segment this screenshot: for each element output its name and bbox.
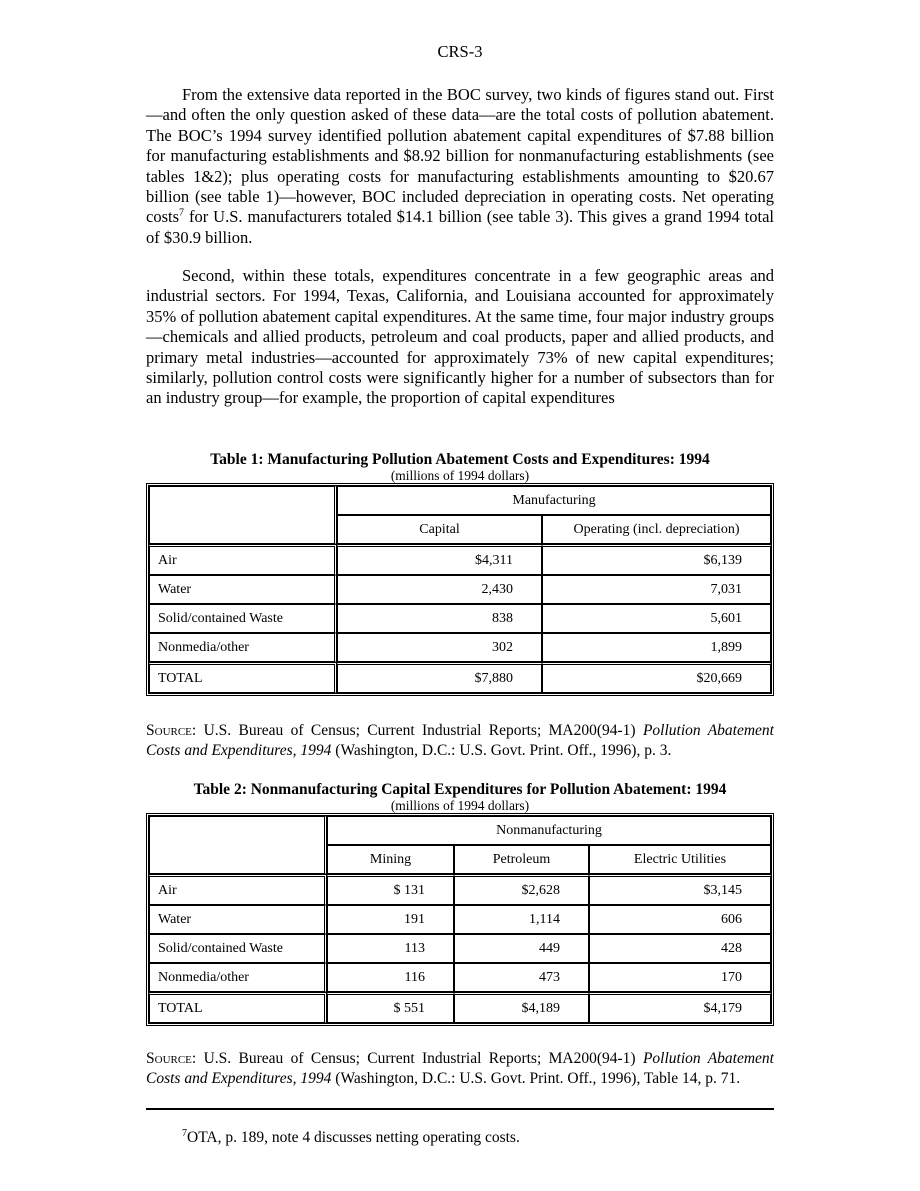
row-label: Solid/contained Waste xyxy=(149,604,337,633)
source-prefix: Source xyxy=(146,1050,192,1067)
table2-subtitle: (millions of 1994 dollars) xyxy=(390,798,530,813)
petroleum-cell: $2,628 xyxy=(454,874,589,905)
table-row xyxy=(149,905,771,934)
source-title-italic: Pollution Abatement Costs and Expenditures, 1994 xyxy=(146,1050,774,1087)
table1 xyxy=(146,483,774,696)
table2-col-electric: Electric Utilities xyxy=(589,845,771,874)
footnote-divider xyxy=(146,1108,774,1110)
table2 xyxy=(146,813,774,1026)
table-row xyxy=(149,604,771,633)
operating-cell: $6,139 xyxy=(542,544,771,575)
paragraph1-text-a: From the extensive data reported in the BOC survey, two kinds of figures stand out. First—and often the only question asked of these data—are the total costs of pollution abatement. The BOC’s 1994 survey identified pollution abatement capital expenditures of $7.88 billion for manufacturing establishments and $8.92 billion for nonmanufacturing establishments (see tables 1&2); plus operating costs for manufacturing establishments amounting to $20.67 billion (see table 1)—however, BOC included depreciation in operating costs. Net operating costs xyxy=(146,85,774,227)
table1-group-row xyxy=(149,486,771,515)
table2-col-mining: Mining xyxy=(327,845,454,874)
row-label: Air xyxy=(149,874,327,905)
electric-cell: 606 xyxy=(589,905,771,934)
table1-empty-corner xyxy=(149,486,337,544)
paragraph1-text-b: for U.S. manufacturers totaled $14.1 billion (see table 3). This gives a grand 1994 total of $30.9 billion. xyxy=(146,207,774,247)
source-title-italic: Pollution Abatement Costs and Expenditures, 1994 xyxy=(146,722,774,759)
table2-group-header: Nonmanufacturing xyxy=(327,816,771,845)
table2-col-petroleum: Petroleum xyxy=(454,845,589,874)
total-capital-cell: $7,880 xyxy=(337,662,542,693)
table2-group-row xyxy=(149,816,771,845)
capital-cell: 2,430 xyxy=(337,575,542,604)
footnote-number: 7 xyxy=(182,1128,187,1139)
table1-group-header: Manufacturing xyxy=(337,486,771,515)
table2-title: Table 2: Nonmanufacturing Capital Expenditures for Pollution Abatement: 1994 xyxy=(193,781,727,798)
total-label: TOTAL xyxy=(149,662,337,693)
table1-title: Table 1: Manufacturing Pollution Abatement Costs and Expenditures: 1994 xyxy=(210,451,710,468)
operating-cell: 5,601 xyxy=(542,604,771,633)
table2-empty-corner xyxy=(149,816,327,874)
table1-col-operating: Operating (incl. depreciation) xyxy=(542,515,771,544)
footnote xyxy=(182,1128,520,1147)
paragraph-concentration: Second, within these totals, expenditures concentrate in a few geographic areas and industrial sectors. For 1994, Texas, California, and Louisiana accounted for approximately 35% of pollution abatement capital expenditures. At the same time, four major industry groups—chemicals and allied products, petroleum and coal products, paper and allied products, and primary metal industries—accounted for approximately 73% of new capital expenditures; similarly, pollution control costs were significantly higher for a number of subsectors than for an industry group—for example, the proportion of capital expenditures xyxy=(146,266,774,408)
petroleum-cell: 1,114 xyxy=(454,905,589,934)
table-row xyxy=(149,633,771,662)
mining-cell: 113 xyxy=(327,934,454,963)
source-text-end: (Washington, D.C.: U.S. Govt. Print. Off., 1996), p. 3. xyxy=(331,742,672,759)
total-label: TOTAL xyxy=(149,992,327,1023)
table2-source-note xyxy=(146,1049,774,1089)
mining-cell: $ 131 xyxy=(327,874,454,905)
table1-col-capital: Capital xyxy=(337,515,542,544)
petroleum-cell: 449 xyxy=(454,934,589,963)
source-text: : U.S. Bureau of Census; Current Industrial Reports; MA200(94-1) xyxy=(191,722,643,739)
total-operating-cell: $20,669 xyxy=(542,662,771,693)
table-row xyxy=(149,934,771,963)
table-row xyxy=(149,575,771,604)
row-label: Air xyxy=(149,544,337,575)
row-label: Solid/contained Waste xyxy=(149,934,327,963)
row-label: Water xyxy=(149,905,327,934)
electric-cell: 170 xyxy=(589,963,771,992)
table-row xyxy=(149,963,771,992)
source-text: : U.S. Bureau of Census; Current Industrial Reports; MA200(94-1) xyxy=(191,1050,643,1067)
table2-total-row xyxy=(149,992,771,1023)
total-mining-cell: $ 551 xyxy=(327,992,454,1023)
table2-block xyxy=(146,781,774,1026)
table1-total-row xyxy=(149,662,771,693)
capital-cell: 302 xyxy=(337,633,542,662)
electric-cell: $3,145 xyxy=(589,874,771,905)
total-petroleum-cell: $4,189 xyxy=(454,992,589,1023)
electric-cell: 428 xyxy=(589,934,771,963)
table-row xyxy=(149,874,771,905)
paragraph-total-costs xyxy=(146,85,774,248)
operating-cell: 7,031 xyxy=(542,575,771,604)
capital-cell: $4,311 xyxy=(337,544,542,575)
row-label: Nonmedia/other xyxy=(149,633,337,662)
operating-cell: 1,899 xyxy=(542,633,771,662)
footnote-reference[interactable]: 7 xyxy=(179,207,184,219)
mining-cell: 191 xyxy=(327,905,454,934)
table-row xyxy=(149,544,771,575)
source-prefix: Source xyxy=(146,722,192,739)
source-text-end: (Washington, D.C.: U.S. Govt. Print. Off., 1996), Table 14, p. 71. xyxy=(331,1070,741,1087)
mining-cell: 116 xyxy=(327,963,454,992)
petroleum-cell: 473 xyxy=(454,963,589,992)
capital-cell: 838 xyxy=(337,604,542,633)
total-electric-cell: $4,179 xyxy=(589,992,771,1023)
footnote-text: OTA, p. 189, note 4 discusses netting operating costs. xyxy=(187,1129,520,1147)
row-label: Water xyxy=(149,575,337,604)
table1-subtitle: (millions of 1994 dollars) xyxy=(390,468,530,483)
table1-source-note xyxy=(146,721,774,761)
row-label: Nonmedia/other xyxy=(149,963,327,992)
page-header: CRS-3 xyxy=(437,42,483,61)
table1-block xyxy=(146,451,774,696)
